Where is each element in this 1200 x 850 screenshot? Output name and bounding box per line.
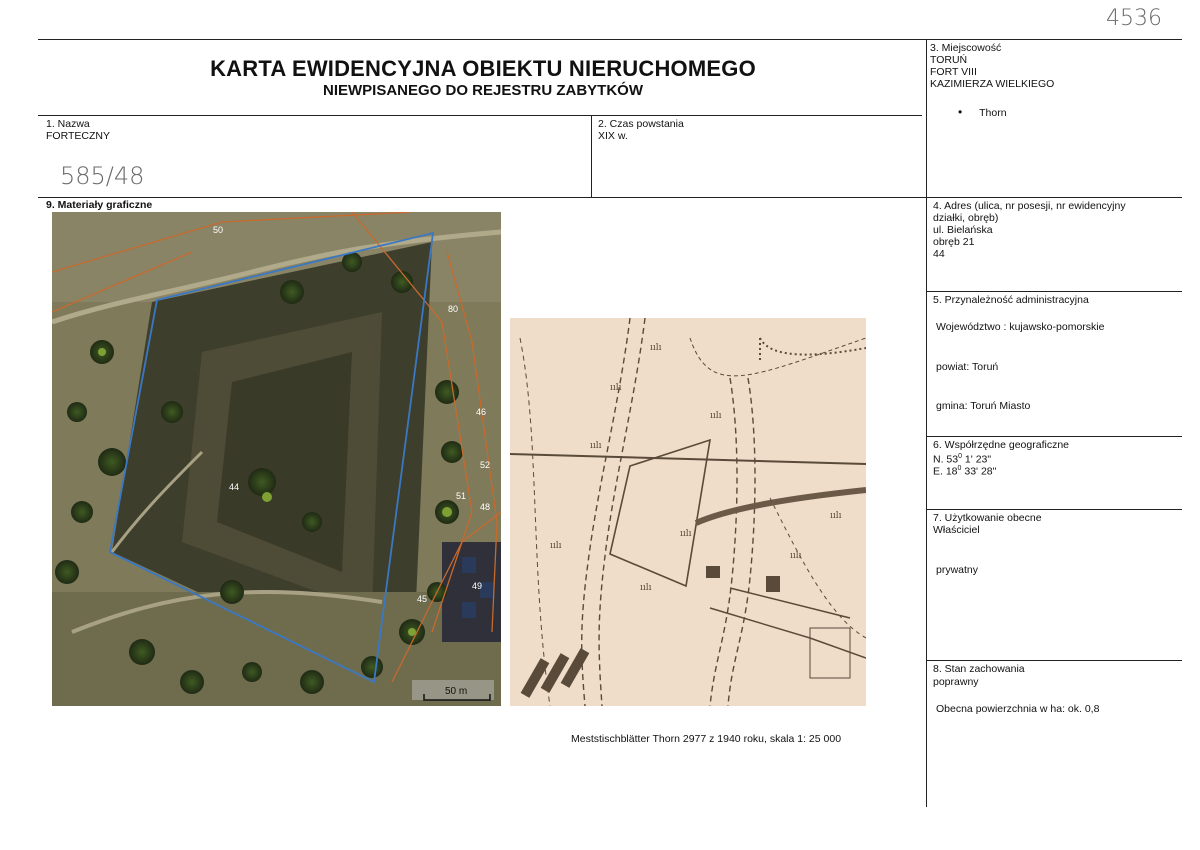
map-glyph: ıılı bbox=[790, 551, 802, 561]
admin-county: powiat: Toruń bbox=[936, 361, 999, 373]
rule-5 bbox=[926, 291, 1182, 292]
state-value: poprawny bbox=[933, 676, 979, 688]
scale-label: 50 m bbox=[445, 686, 468, 697]
bullet-dot: • bbox=[958, 105, 963, 119]
place-line-1: TORUŃ bbox=[930, 54, 968, 66]
place-label: 3. Miejscowość bbox=[930, 42, 1002, 54]
coords-east bbox=[933, 463, 996, 478]
admin-label: 5. Przynależność administracyjna bbox=[933, 294, 1089, 306]
name-label: 1. Nazwa bbox=[46, 118, 90, 130]
use-label: 7. Użytkowanie obecne bbox=[933, 512, 1042, 524]
inventory-number: 4536 bbox=[1106, 6, 1162, 31]
address-street: ul. Bielańska bbox=[933, 224, 993, 236]
parcel-number: 46 bbox=[476, 407, 487, 417]
graphics-label: 9. Materiały graficzne bbox=[46, 199, 153, 211]
parcel-number: 51 bbox=[456, 491, 467, 501]
top-rule bbox=[38, 39, 1182, 40]
map-glyph: ıılı bbox=[710, 411, 722, 421]
page-subtitle: NIEWPISANEGO DO REJESTRU ZABYTKÓW bbox=[322, 82, 644, 99]
map-glyph: ıılı bbox=[590, 441, 602, 451]
historical-map bbox=[510, 318, 866, 706]
parcel-number: 50 bbox=[213, 225, 224, 235]
parcel-number: 44 bbox=[229, 482, 240, 492]
map-glyph: ıılı bbox=[650, 343, 662, 353]
name-handwritten-number: 585/48 bbox=[60, 162, 145, 190]
parcel-number: 49 bbox=[472, 581, 483, 591]
map-glyph: ıılı bbox=[640, 583, 652, 593]
header-rule bbox=[38, 115, 922, 116]
coords-label: 6. Współrzędne geograficzne bbox=[933, 439, 1069, 451]
address-label: 4. Adres (ulica, nr posesji, nr ewidencyjny bbox=[933, 200, 1126, 212]
map-glyph: ıılı bbox=[830, 511, 842, 521]
aerial-photo-graphic bbox=[52, 212, 501, 706]
time-value: XIX w. bbox=[598, 130, 628, 142]
state-label: 8. Stan zachowania bbox=[933, 663, 1025, 675]
bullet-text: Thorn bbox=[979, 107, 1007, 119]
map-glyph: ıılı bbox=[680, 529, 692, 539]
map-caption: Meststischblätter Thorn 2977 z 1940 roku, skala 1: 25 000 bbox=[571, 733, 842, 745]
page-title: KARTA EWIDENCYJNA OBIEKTU NIERUCHOMEGO bbox=[210, 56, 756, 81]
rule-6 bbox=[926, 436, 1182, 437]
parcel-number: 45 bbox=[417, 594, 428, 604]
rule-8 bbox=[926, 660, 1182, 661]
coords-north-deg: N. 53 bbox=[933, 453, 959, 466]
degree-mark: 0 bbox=[958, 453, 963, 460]
state-area: Obecna powierzchnia w ha: ok. 0,8 bbox=[936, 703, 1100, 715]
name-row-rule bbox=[38, 197, 1182, 198]
map-glyph: ıılı bbox=[550, 541, 562, 551]
name-time-divider bbox=[591, 115, 592, 197]
coords-north-rest: 1' 23" bbox=[962, 453, 992, 466]
rule-7 bbox=[926, 509, 1182, 510]
place-line-2: FORT VIII bbox=[930, 66, 977, 78]
use-value: Właściciel bbox=[933, 524, 980, 536]
parcel-number: 80 bbox=[448, 304, 459, 314]
use-value-2: prywatny bbox=[936, 564, 979, 576]
parcel-number: 52 bbox=[480, 460, 491, 470]
address-parcel: 44 bbox=[933, 248, 945, 260]
address-precinct: obręb 21 bbox=[933, 236, 975, 248]
aerial-photo bbox=[52, 212, 501, 706]
name-value: FORTECZNY bbox=[46, 130, 110, 142]
degree-mark: 0 bbox=[957, 465, 962, 472]
address-label-cont: działki, obręb) bbox=[933, 212, 999, 224]
coords-east-deg: E. 18 bbox=[933, 465, 958, 478]
coords-east-rest: 33' 28" bbox=[961, 465, 997, 478]
parcel-number: 48 bbox=[480, 502, 491, 512]
admin-voivodeship: Województwo : kujawsko-pomorskie bbox=[936, 321, 1105, 333]
time-label: 2. Czas powstania bbox=[598, 118, 684, 130]
place-bullet-item bbox=[958, 106, 1007, 119]
historical-map-graphic bbox=[510, 318, 866, 706]
place-line-3: KAZIMIERZA WIELKIEGO bbox=[930, 78, 1055, 90]
map-glyph: ıılı bbox=[610, 383, 622, 393]
place-block bbox=[930, 42, 1054, 90]
sidebar-divider bbox=[926, 39, 927, 807]
address-block bbox=[933, 200, 1126, 260]
admin-commune: gmina: Toruń Miasto bbox=[936, 400, 1031, 412]
